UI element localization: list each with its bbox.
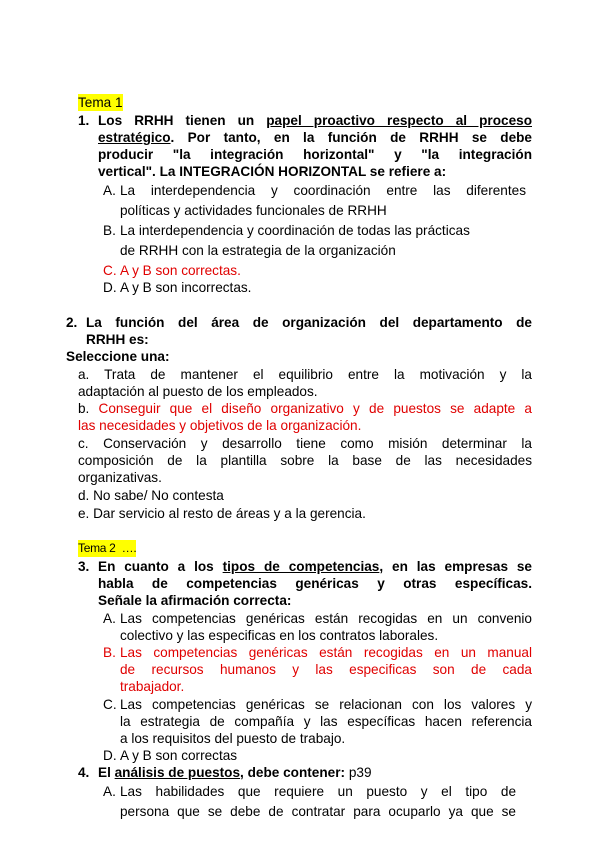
- q3-option-a-line2: colectivo y las especificas en los contratos laborales.: [120, 628, 439, 643]
- q2-number: 2.: [66, 315, 78, 330]
- q2-option-c-line2: composición de la plantilla sobre la base de las necesidades: [78, 453, 532, 468]
- q2-option-d: d. No sabe/ No contesta: [78, 488, 224, 503]
- q3-line3: Señale la afirmación correcta:: [98, 593, 292, 608]
- q2-line2: RRHH es:: [86, 332, 149, 347]
- q1-number: 1.: [78, 113, 90, 128]
- q1-option-a-letter: A.: [103, 183, 116, 198]
- q1-option-d-line1: A y B son incorrectas.: [120, 280, 252, 295]
- q2-option-c-line3: organizativas.: [78, 470, 162, 485]
- q3-option-a-letter: A.: [103, 611, 116, 626]
- q4-line1: [98, 764, 372, 781]
- q2-option-a-line1: a. Trata de mantener el equilibrio entre la motivación y la: [78, 367, 532, 382]
- q3-option-a-line1: Las competencias genéricas están recogidas en un convenio: [120, 611, 532, 626]
- q3-option-b-line1: Las competencias genéricas están recogidas en un manual: [120, 645, 532, 660]
- q2-option-b-line2: las necesidades y objetivos de la organización.: [78, 418, 362, 433]
- q3-option-c-line2: la estrategia de compañía y las específicas hacen referencia: [120, 714, 532, 729]
- q3-option-c-line1: Las competencias genéricas se relacionan con los valores y: [120, 697, 532, 712]
- q2-option-b-text: Conseguir que el diseño organizativo y de puestos se adapte a: [98, 401, 532, 416]
- q1-line1-underlined: papel proactivo respecto al proceso: [266, 113, 532, 128]
- q1-line1: [98, 112, 532, 129]
- q3-line1-pre: En cuanto a los: [98, 559, 223, 574]
- q4-option-a-line1: Las habilidades que requiere un puesto y el tipo de: [120, 784, 516, 799]
- q3-option-d-letter: D.: [103, 748, 117, 763]
- tema2-label: [78, 540, 136, 557]
- q3-option-b-letter: B.: [103, 645, 116, 660]
- q1-option-a-line2: políticas y actividades funcionales de RRHH: [120, 203, 387, 218]
- q1-line2: [98, 129, 532, 146]
- q3-number: 3.: [78, 559, 90, 574]
- q1-line1-pre: Los RRHH tienen un: [98, 113, 267, 128]
- q4-number: 4.: [78, 765, 90, 780]
- q4-page-ref: p39: [348, 765, 372, 780]
- q3-option-d-line1: A y B son correctas: [120, 748, 238, 763]
- q2-option-c-line1: c. Conservación y desarrollo tiene como misión determinar la: [78, 436, 532, 451]
- tema2-dots: ….: [121, 541, 137, 555]
- tema2-text: Tema 2: [78, 541, 116, 555]
- q3-line1: [98, 558, 532, 575]
- q4-underlined: análisis de puestos: [114, 765, 241, 780]
- q1-line3: producir "la integración horizontal" y "la integración: [98, 147, 532, 162]
- q4-pre: El: [98, 765, 115, 780]
- q2-option-b-prefix: b.: [78, 401, 99, 416]
- q3-line1-underlined: tipos de competencias: [222, 559, 380, 574]
- q2-select-prompt: Seleccione una:: [66, 349, 170, 364]
- q1-option-d-letter: D.: [103, 280, 117, 295]
- q3-option-b-line3: trabajador.: [120, 679, 185, 694]
- q3-option-b-line2: de recursos humanos y las especificas son de cada: [120, 662, 532, 677]
- q1-option-a-line1: La interdependencia y coordinación entre las diferentes: [120, 183, 526, 198]
- q3-option-c-letter: C.: [103, 697, 117, 712]
- q1-option-c-line1: A y B son correctas.: [120, 263, 241, 278]
- q1-option-b-line1: La interdependencia y coordinación de todas las prácticas: [120, 223, 470, 238]
- tema1-label: Tema 1: [78, 95, 123, 110]
- q1-line4: vertical". La INTEGRACIÓN HORIZONTAL se refiere a:: [98, 164, 447, 179]
- q1-line2-post: . Por tanto, en la función de RRHH se debe: [170, 130, 532, 145]
- q4-option-a-letter: A.: [103, 784, 116, 799]
- q1-option-b-letter: B.: [103, 223, 116, 238]
- q1-option-b-line2: de RRHH con la estrategia de la organización: [120, 243, 396, 258]
- q1-line2-underlined: estratégico: [98, 130, 171, 145]
- q3-option-c-line3: a los requisitos del puesto de trabajo.: [120, 731, 346, 746]
- q2-option-b-line1: [78, 400, 532, 417]
- q3-line2: habla de competencias genéricas y otras específicas.: [98, 576, 532, 591]
- q2-option-e: e. Dar servicio al resto de áreas y a la gerencia.: [78, 506, 366, 521]
- q4-post: , debe contener:: [240, 765, 346, 780]
- q1-option-c-letter: C.: [103, 263, 117, 278]
- q3-line1-post: , en las empresas se: [379, 559, 532, 574]
- q2-line1: La función del área de organización del departamento de: [86, 315, 532, 330]
- q2-option-a-line2: adaptación al puesto de los empleados.: [78, 384, 318, 399]
- q4-option-a-line2: persona que se debe de contratar para ocuparlo ya que se: [120, 804, 516, 819]
